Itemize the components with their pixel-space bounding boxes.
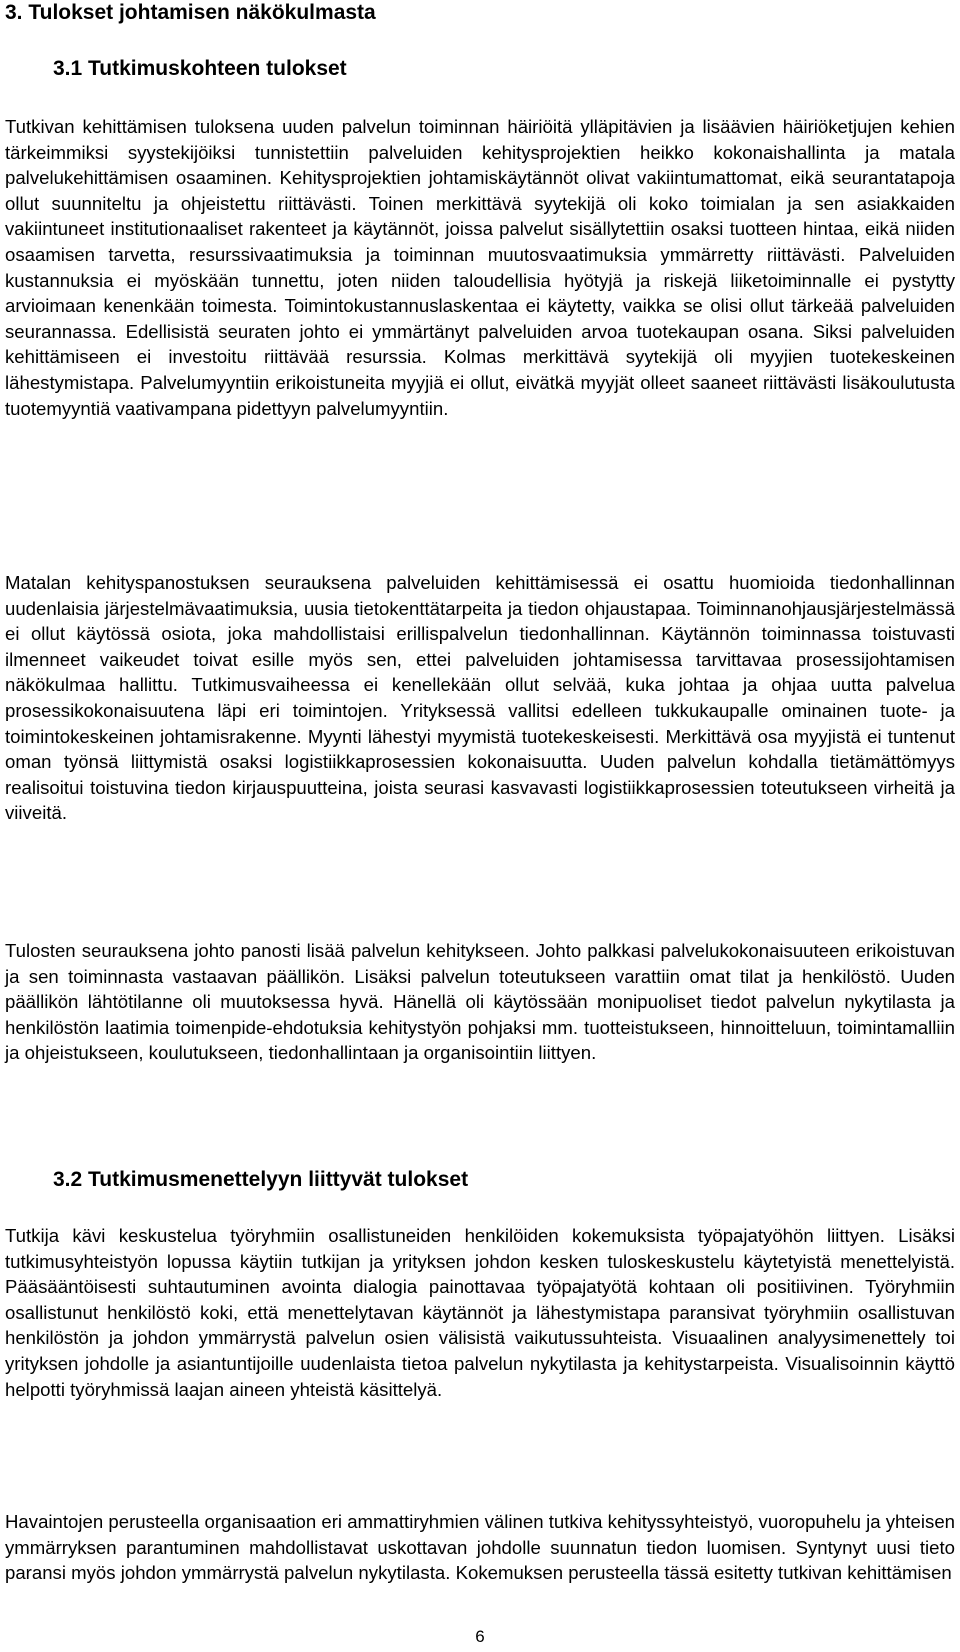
paragraph-2: Matalan kehityspanostuksen seurauksena palveluiden kehittämisessä ei osattu huomioida tiedonhallinnan uudenlaisia järjestelmävaatimuksia, uusia tietokenttätarpeita ja tiedon ohjaustapaa. Toiminnanohjausjärjestelmässä ei ollut käytössä osiota, joka mahdollistaisi erillispalvelun tiedonhallinnan. Käytännön toiminnassa toistuvasti ilmenneet vaikeudet toivat esille myös sen, ettei palveluiden johtamisessa tarvittavaa prosessijohtamisen näkökulmaa hallittu. Tutkimusvaiheessa ei kenellekään ollut selvää, kuka johtaa ja ohjaa uutta palvelua prosessikokonaisuutena läpi eri toimintojen. Yrityksessä vallitsi edelleen tukkukaupalle ominainen tuote- ja toimintokeskeinen johtamisrakenne. Myynti lähestyi myymistä tuotekeskeisesti. Merkittävä osa myyjistä ei tuntenut oman työnsä liittymistä osaksi logistiikkaprosessien kokonaisuutta. Uuden palvelun kohdalla tietämättömyys realisoitui toistuvina tiedon kirjauspuutteina, joista seurasi kasvavasti logistiikkaprosessien toteutukseen virheitä ja viiveitä.	[5, 572, 955, 824]
paragraph-5: Havaintojen perusteella organisaation eri ammattiryhmien välinen tutkiva kehityssyhteistyö, vuoropuhelu ja yhteisen ymmärryksen parantuminen mahdollistavat uskottavan johdolle suunnatun tiedon luomisen. Syntynyt uusi tieto paransi myös johdon ymmärrystä palvelun nykytilasta. Kokemuksen perusteella tässä esitetty tutkivan kehittämisen	[5, 1511, 955, 1584]
section-heading-3-1: 3.1 Tutkimuskohteen tulokset	[53, 57, 347, 80]
section-heading-3-2: 3.2 Tutkimusmenettelyyn liittyvät tulokset	[53, 1168, 469, 1191]
page-number: 6	[475, 1627, 485, 1646]
chapter-heading: 3. Tulokset johtamisen näkökulmasta	[5, 1, 376, 24]
paragraph-4: Tutkija kävi keskustelua työryhmiin osallistuneiden henkilöiden kokemuksista työpajatyöhön liittyen. Lisäksi tutkimusyhteistyön lopussa käytiin tutkijan ja yrityksen johdon kesken tuloskeskustelu käytetyistä menettelyistä. Pääsääntöisesti suhtautuminen avointa dialogia painottavaa työpajatyötä kohtaan oli positiivinen. Työryhmiin osallistunut henkilöstö koki, että menettelytavan käytännöt ja lähestymistapa paransivat työryhmiin osallistuvan henkilöstön ja johdon ymmärrystä palvelun osien välisistä vaikutussuhteista. Visuaalinen analyysimenettely toi yrityksen johdolle ja asiantuntijoille uudenlaista tietoa palvelun nykytilasta ja kehitystarpeista. Visualisoinnin käyttö helpotti työryhmissä laajan aineen yhteistä käsittelyä.	[5, 1225, 955, 1400]
paragraph-3: Tulosten seurauksena johto panosti lisää palvelun kehitykseen. Johto palkkasi palvelukokonaisuuteen erikoistuvan ja sen toiminnasta vastaavan päällikön. Lisäksi palvelun toteutukseen varattiin omat tilat ja henkilöstö. Uuden päällikön lähtötilanne oli muutoksessa hyvä. Hänellä oli käytössään monipuoliset tiedot palvelun nykytilasta ja henkilöstön laatimia toimenpide-ehdotuksia kehitystyön pohjaksi mm. tuotteistukseen, hinnoitteluun, toimintamalliin ja ohjeistukseen, koulutukseen, tiedonhallintaan ja organisointiin liittyen.	[5, 940, 955, 1064]
paragraph-1: Tutkivan kehittämisen tuloksena uuden palvelun toiminnan häiriöitä ylläpitävien ja lisäävien häiriöketjujen kehien tärkeimmiksi syystekijöiksi tunnistettiin palveluiden kehitysprojektien heikko kokonaishallinta ja matala palvelukehittämisen osaaminen. Kehitysprojektien johtamiskäytännöt olivat vakiintumattomat, eikä seurantatapoja ollut suunniteltu ja ohjeistettu riittävästi. Toinen merkittävä syytekijä oli koko toimialan ja sen asiakkaiden vakiintuneet institutionaaliset rakenteet ja käytännöt, joissa palvelut sisällytettiin osaksi tuotteen hintaa, eikä niiden osaamisen tarvetta, resurssivaatimuksia ja toiminnan muutosvaatimuksia ymmärretty riittävästi. Palveluiden kustannuksia ei myöskään tunnettu, joten niiden taloudellisia hyötyjä ja riskejä liiketoiminnalle ei pystytty arvioimaan kenenkään toimesta. Toimintokustannuslaskentaa ei käytetty, vaikka se olisi ollut tärkeää palveluiden seurannassa. Edellisistä seuraten johto ei ymmärtänyt palveluiden arvoa tuotekaupan osana. Siksi palveluiden kehittämiseen ei investoitu riittävää resurssia. Kolmas merkittävä syytekijä oli myyjien tuotekeskeinen lähestymistapa. Palvelumyyntiin erikoistuneita myyjiä ei ollut, eivätkä myyjät olleet saaneet riittävästi lisäkoulutusta tuotemyyntiä vaativampana pidettyyn palvelumyyntiin.	[5, 116, 955, 419]
